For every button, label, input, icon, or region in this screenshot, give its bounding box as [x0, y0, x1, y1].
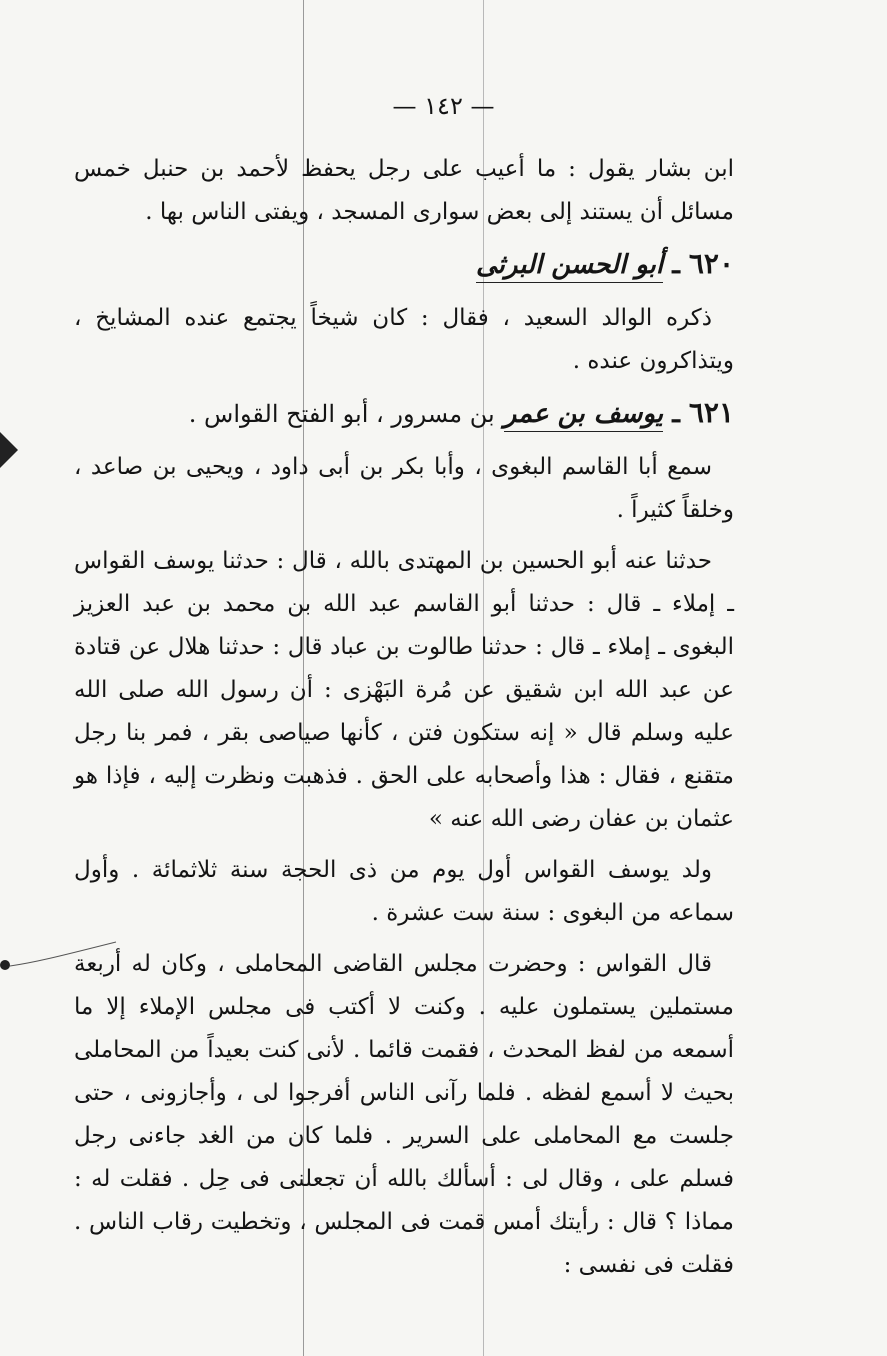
paragraph: ابن بشار يقول : ما أعيب على رجل يحفظ لأحمد بن حنبل خمس مسائل أن يستند إلى بعض سوارى المسجد ، ويفتى الناس بها . [74, 156, 734, 225]
entry-dash: ـ [672, 399, 680, 429]
entry-lineage: بن مسرور ، أبو الفتح القواس . [188, 400, 495, 428]
entry-heading-621 [74, 389, 734, 438]
entry-number: ٦٢١ [688, 396, 734, 429]
paragraph: سمع أبا القاسم البغوى ، وأبا بكر بن أبى داود ، ويحيى بن صاعد ، وخلقاً كثيراً . [74, 454, 734, 523]
margin-ink-mark [0, 432, 18, 468]
paragraph: قال القواس : وحضرت مجلس القاضى المحاملى ، وكان له أربعة مستملين يستملون عليه . وكنت لا أكتب فى مجلس الإملاء إلا ما أسمعه من لفظ المحدث ، فقمت قائما . لأنى كنت بعيداً من المحاملى بحيث لا أسمع لفظه . فلما رآنى الناس أفرجوا لى ، وأجازونى ، حتى جلست مع المحاملى على السرير . فلما كان من الغد جاءنى رجل فسلم على ، وقال لى : أسألك بالله أن تجعلنى فى حِل . فقلت له : مماذا ؟ قال : رأيتك أمس قمت فى المجلس ، وتخطيت رقاب الناس . فقلت فى نفسى : [74, 951, 734, 1278]
document-body [74, 148, 734, 1287]
paragraph-hadith: حدثنا عنه أبو الحسين بن المهتدى بالله ، قال : حدثنا يوسف القواس ـ إملاء ـ قال : حدثنا أبو القاسم عبد الله بن محمد بن عبد العزيز البغوى ـ إملاء ـ قال : حدثنا طالوت بن عباد قال : حدثنا هلال عن قتادة عن عبد الله ابن شقيق عن مُرة البَهْزى : أن رسول الله صلى الله عليه وسلم قال « إنه ستكون فتن ، كأنها صياصى بقر ، فمر بنا رجل متقنع ، فقال : هذا وأصحابه على الحق . فذهبت ونظرت إليه ، فإذا هو عثمان بن عفان رضى الله عنه » [74, 548, 734, 832]
paragraph: ذكره الوالد السعيد ، فقال : كان شيخاً يجتمع عنده المشايخ ، ويتذاكرون عنده . [74, 305, 734, 374]
entry-heading-620 [74, 240, 734, 289]
paragraph: ولد يوسف القواس أول يوم من ذى الحجة سنة ثلاثمائة . وأول سماعه من البغوى : سنة ست عشرة . [74, 857, 734, 926]
entry-name: يوسف بن عمر [504, 399, 663, 432]
entry-name: أبو الحسن البرثى [476, 250, 663, 283]
entry-number: ٦٢٠ [688, 247, 734, 280]
entry-dash: ـ [672, 250, 680, 280]
page-number: — ١٤٢ — [392, 92, 495, 120]
